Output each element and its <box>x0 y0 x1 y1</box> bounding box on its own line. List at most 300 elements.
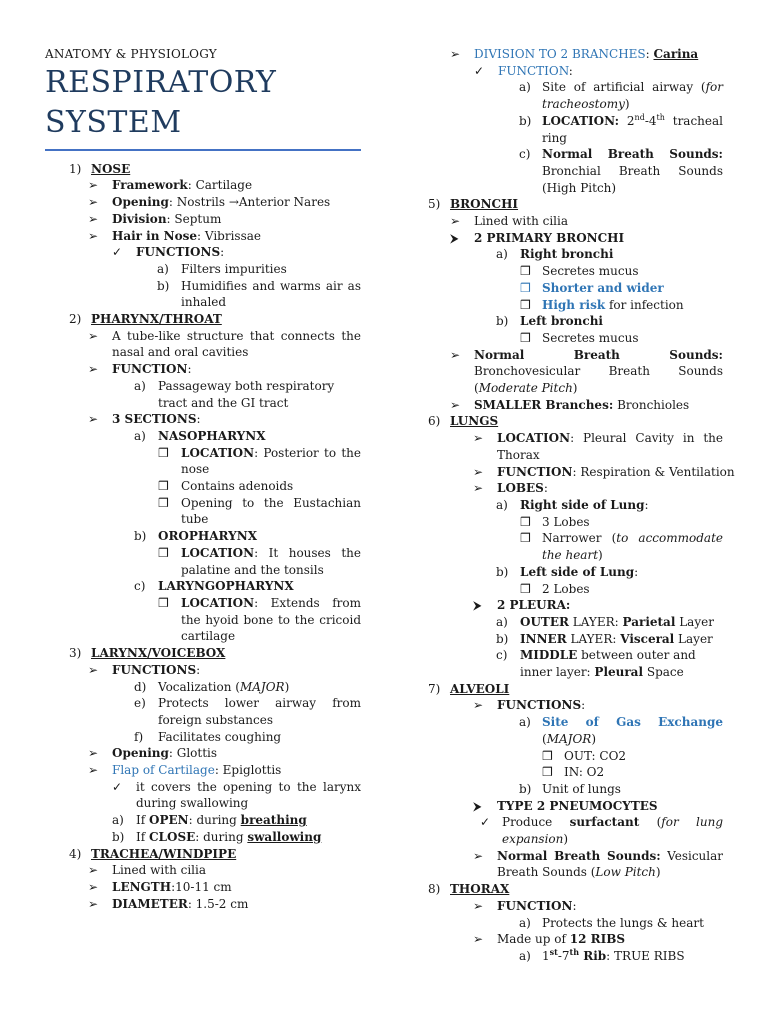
outline-item <box>425 146 723 196</box>
item-text: Rib <box>579 948 607 963</box>
item-text: ) <box>655 865 661 880</box>
outline-item <box>425 514 723 531</box>
outline-item <box>425 196 723 213</box>
outline-item <box>425 614 723 631</box>
item-text: : <box>196 662 201 677</box>
item-text: TYPE 2 PNEUMOCYTES <box>497 798 658 813</box>
item-text: OPEN <box>149 813 189 828</box>
item-text: 3 Lobes <box>542 514 590 529</box>
item-text: Passageway both respiratory tract and the GI tract <box>158 378 335 410</box>
outline-item <box>425 915 723 932</box>
item-text: A tube-like structure that connects the nasal and oral cavities <box>112 328 361 360</box>
bullet-marker: ➢ <box>450 347 461 362</box>
bullet-marker: b) <box>112 829 125 844</box>
item-text: : TRUE RIBS <box>606 948 685 963</box>
item-text: Opening to the Eustachian tube <box>181 495 361 527</box>
bullet-marker: a) <box>496 614 508 629</box>
bullet-marker: ❒ <box>520 330 531 345</box>
title-divider <box>45 149 361 151</box>
item-text: Framework <box>112 178 188 193</box>
item-text: -4 <box>644 113 657 128</box>
item-text: Vesicular Breath Sounds ( <box>497 848 723 880</box>
bullet-marker: 5) <box>428 197 441 212</box>
outline-item <box>45 244 361 261</box>
bullet-marker: b) <box>519 113 532 128</box>
bullet-marker: ➢ <box>450 47 461 61</box>
outline-item <box>45 278 361 311</box>
outline-item <box>45 595 361 645</box>
item-text: MAJOR <box>546 731 592 746</box>
item-text: ) <box>284 679 290 694</box>
item-text: If <box>136 813 149 828</box>
bullet-marker: ❒ <box>520 280 531 295</box>
outline-item <box>425 213 723 230</box>
outline-item <box>45 177 361 194</box>
bullet-marker: ➢ <box>88 195 99 210</box>
item-text: : <box>543 481 548 496</box>
item-text: ( <box>542 731 547 746</box>
item-text: Lined with cilia <box>474 214 568 229</box>
item-text: FUNCTIONS <box>136 245 221 260</box>
right-column <box>425 0 735 965</box>
item-text: INNER <box>520 631 567 646</box>
item-text: 3 SECTIONS <box>112 412 197 427</box>
item-text: SMALLER Branches: <box>474 397 614 412</box>
outline-item <box>45 695 361 728</box>
item-text: LUNGS <box>450 414 499 429</box>
document-title <box>45 63 361 143</box>
bullet-marker: ➢ <box>88 863 99 878</box>
outline-item <box>425 764 723 781</box>
item-text: Bronchioles <box>613 397 690 412</box>
bullet-marker: ❒ <box>520 514 531 529</box>
item-text: th <box>569 946 580 957</box>
item-text: Carina <box>653 47 699 61</box>
item-text: 12 RIBS <box>569 932 626 947</box>
item-text: Layer <box>675 614 714 629</box>
outline-item <box>45 729 361 746</box>
bullet-marker: ➢ <box>88 896 99 911</box>
item-text: LOCATION: <box>542 113 620 128</box>
item-text: 1 <box>542 948 550 963</box>
item-text: :10-11 cm <box>171 879 232 894</box>
outline-item <box>425 697 723 714</box>
bullet-marker: b) <box>496 564 509 579</box>
bullet-marker: a) <box>519 915 531 930</box>
bullet-marker: ➢ <box>473 698 484 713</box>
item-text: : <box>220 245 225 260</box>
outline-item <box>425 597 723 614</box>
outline-item <box>425 798 723 815</box>
item-text: Filters impurities <box>181 261 287 276</box>
item-text: Contains adenoids <box>181 479 294 494</box>
outline-item <box>45 311 361 328</box>
item-text: NASOPHARYNX <box>158 428 266 443</box>
item-text: : Glottis <box>168 746 218 761</box>
bullet-marker: 8) <box>428 882 441 897</box>
bullet-marker: ❒ <box>520 531 531 546</box>
item-text: : <box>644 497 649 512</box>
outline-item <box>425 413 723 430</box>
item-text: Protects lower airway from foreign substances <box>158 696 361 727</box>
item-text: Bronchial Breath Sounds (High Pitch) <box>542 163 723 195</box>
bullet-marker: ➢ <box>473 848 484 863</box>
item-text: IN: O2 <box>564 765 605 780</box>
item-text: Space <box>643 665 684 680</box>
item-text: High risk <box>542 297 606 312</box>
item-text: Protects the lungs & heart <box>542 915 704 930</box>
bullet-marker: ➢ <box>88 328 99 343</box>
bullet-marker: 7) <box>428 681 441 696</box>
bullet-marker: a) <box>134 428 146 443</box>
bullet-marker: a) <box>519 715 531 730</box>
item-text: DIVISION TO 2 BRANCHES <box>474 47 646 61</box>
item-text: 2 PLEURA: <box>497 598 571 613</box>
item-text: for lung expansion <box>502 815 723 847</box>
outline-item <box>45 261 361 278</box>
item-text: Facilitates coughing <box>158 729 282 744</box>
item-text: 2 Lobes <box>542 581 590 596</box>
outline-item <box>45 495 361 528</box>
bullet-marker: e) <box>134 696 146 711</box>
outline-item <box>45 478 361 495</box>
item-text: for infection <box>605 297 684 312</box>
outline-item <box>425 881 723 898</box>
item-text: : <box>645 47 654 61</box>
outline-item <box>425 280 723 297</box>
item-text: LOBES <box>497 481 544 496</box>
item-text: Layer <box>674 631 713 646</box>
bullet-marker: 2) <box>69 312 82 327</box>
bullet-marker: a) <box>496 497 508 512</box>
outline-item <box>45 578 361 595</box>
bullet-marker: b) <box>519 781 532 796</box>
outline-item <box>425 948 723 965</box>
item-text: : Septum <box>166 211 222 226</box>
item-text: for tracheostomy <box>542 80 723 112</box>
item-text: LAYER: <box>566 631 621 646</box>
bullet-marker: b) <box>134 529 147 544</box>
bullet-marker: f) <box>134 729 144 744</box>
item-text: FUNCTION <box>112 362 188 377</box>
item-text: Bronchovesicular Breath Sounds ( <box>474 364 723 396</box>
item-text: Left side of Lung <box>520 564 635 579</box>
bullet-marker: ➢ <box>88 879 99 894</box>
item-text: FUNCTIONS <box>497 698 582 713</box>
item-text: tracheal ring <box>542 113 723 145</box>
left-outline-list <box>45 161 361 913</box>
outline-item <box>425 931 723 948</box>
item-text: LOCATION <box>181 595 255 610</box>
item-text: : <box>568 63 573 78</box>
item-text: nd <box>634 112 645 122</box>
outline-item <box>425 46 723 63</box>
item-text: breathing <box>240 813 307 828</box>
item-text: Left bronchi <box>520 314 603 329</box>
bullet-marker: c) <box>496 648 508 663</box>
item-text: it covers the opening to the larynx during swallowing <box>136 779 361 811</box>
bullet-marker: ➢ <box>473 431 484 446</box>
item-text: LENGTH <box>112 879 172 894</box>
item-text: LOCATION <box>497 431 571 446</box>
outline-item <box>425 113 723 146</box>
item-text: TRACHEA/WINDPIPE <box>91 846 237 861</box>
item-text: swallowing <box>247 829 322 844</box>
item-text: Flap of Cartilage <box>112 763 215 778</box>
bullet-marker: a) <box>519 80 531 95</box>
item-text: Division <box>112 211 167 226</box>
outline-item <box>45 829 361 846</box>
bullet-marker: 3) <box>69 646 82 661</box>
item-text: Normal Breath Sounds: <box>497 848 661 863</box>
item-text: ) <box>598 548 603 563</box>
outline-item <box>425 714 723 747</box>
item-text: Normal Breath Sounds: <box>474 347 723 362</box>
item-text: ) <box>572 381 578 396</box>
item-text: Moderate Pitch <box>478 381 573 396</box>
title-line-2: SYSTEM <box>45 104 182 140</box>
outline-item <box>45 879 361 896</box>
outline-item <box>425 530 723 563</box>
outline-item <box>425 63 723 80</box>
item-text: Lined with cilia <box>112 863 206 878</box>
outline-item <box>45 194 361 211</box>
bullet-marker: ➢ <box>88 211 99 226</box>
item-text: OUT: CO2 <box>564 748 627 763</box>
bullet-marker: ❒ <box>520 581 531 596</box>
item-text: NOSE <box>91 161 131 176</box>
item-text: Visceral <box>620 631 675 646</box>
item-text: THORAX <box>450 882 510 897</box>
outline-item <box>45 779 361 812</box>
bullet-marker: 6) <box>428 414 441 429</box>
item-text: Pleural <box>594 665 644 680</box>
item-text: : Respiration & Ventilation <box>572 464 735 479</box>
item-text: ( <box>639 815 662 830</box>
item-text: Opening <box>112 746 169 761</box>
item-text: : Pleural Cavity in the Thorax <box>497 431 723 462</box>
outline-item <box>425 781 723 798</box>
item-text: LAYER: <box>568 614 623 629</box>
item-text: PHARYNX/THROAT <box>91 312 222 327</box>
bullet-marker: ➢ <box>88 178 99 193</box>
item-text: st <box>549 946 558 957</box>
item-text: LARYNX/VOICEBOX <box>91 646 226 661</box>
item-text: Secretes mucus <box>542 264 639 279</box>
right-outline-list <box>425 46 735 965</box>
outline-item <box>45 328 361 361</box>
outline-item <box>45 862 361 879</box>
outline-item <box>45 228 361 245</box>
item-text: Hair in Nose <box>112 228 197 243</box>
bullet-marker: ✓ <box>480 815 491 830</box>
outline-item <box>45 361 361 378</box>
outline-item <box>425 848 723 881</box>
bullet-marker: ❒ <box>158 545 169 560</box>
bullet-marker: ✓ <box>112 245 123 260</box>
item-text: to accommodate the heart <box>542 531 723 563</box>
item-text: th <box>656 112 665 122</box>
item-text: Normal Breath Sounds: <box>542 147 723 162</box>
item-text: ALVEOLI <box>450 681 510 696</box>
bullet-marker: ➢ <box>473 932 484 947</box>
outline-item <box>45 896 361 913</box>
item-text: Opening <box>112 195 169 210</box>
outline-item <box>45 812 361 829</box>
item-text: FUNCTIONS <box>112 662 197 677</box>
item-text: Made up of <box>497 932 570 947</box>
bullet-marker: a) <box>134 378 146 393</box>
item-text: ) <box>563 832 569 847</box>
outline-item <box>425 347 723 397</box>
item-text: : during <box>195 829 248 844</box>
outline-item <box>425 748 723 765</box>
bullet-marker: ➢ <box>450 214 461 229</box>
bullet-marker: ✓ <box>112 779 123 794</box>
bullet-marker: ➢ <box>473 464 484 479</box>
bullet-marker: ⮞ <box>473 598 482 613</box>
item-text: Vocalization ( <box>158 679 240 694</box>
item-text: : Nostrils →Anterior Nares <box>168 195 331 210</box>
item-text: 2 <box>619 113 635 128</box>
item-text: MIDDLE <box>520 648 578 663</box>
item-text: LARYNGOPHARYNX <box>158 579 294 594</box>
item-text: FUNCTION <box>498 63 569 78</box>
bullet-marker: ➢ <box>88 228 99 243</box>
outline-item <box>45 445 361 478</box>
outline-item <box>425 263 723 280</box>
item-text: Right side of Lung <box>520 497 645 512</box>
item-text: ) <box>624 97 630 112</box>
bullet-marker: ❒ <box>542 765 553 780</box>
bullet-marker: ❒ <box>520 297 531 312</box>
item-text: surfactant <box>569 815 640 830</box>
item-text: Secretes mucus <box>542 330 639 345</box>
item-text: DIAMETER <box>112 896 188 911</box>
bullet-marker: 1) <box>69 161 82 176</box>
outline-item <box>45 679 361 696</box>
item-text: : 1.5-2 cm <box>187 896 249 911</box>
outline-item <box>425 497 723 514</box>
bullet-marker: ❒ <box>158 595 169 610</box>
outline-item <box>425 230 723 247</box>
bullet-marker: ❒ <box>158 445 169 460</box>
bullet-marker: b) <box>496 314 509 329</box>
outline-item <box>45 428 361 445</box>
outline-item <box>425 79 723 112</box>
item-text: OROPHARYNX <box>158 529 257 544</box>
item-text: Unit of lungs <box>542 781 621 796</box>
bullet-marker: c) <box>519 147 531 162</box>
item-text: : during <box>188 813 241 828</box>
item-text: Site of Gas Exchange <box>542 715 723 730</box>
outline-item <box>425 581 723 598</box>
item-text: : Posterior to the nose <box>181 445 361 477</box>
bullet-marker: a) <box>519 948 531 963</box>
item-text: Site of artificial airway ( <box>542 80 706 95</box>
bullet-marker: ➢ <box>88 662 99 677</box>
outline-item <box>45 528 361 545</box>
outline-item <box>45 846 361 863</box>
bullet-marker: d) <box>134 679 147 694</box>
outline-item <box>425 464 735 481</box>
bullet-marker: ❒ <box>158 495 169 510</box>
bullet-marker: ➢ <box>88 362 99 377</box>
item-text: Low Pitch <box>595 865 656 880</box>
item-text: 2 PRIMARY BRONCHI <box>474 230 625 245</box>
item-text: : Vibrissae <box>197 228 261 243</box>
item-text: Produce <box>502 815 570 830</box>
bullet-marker: c) <box>134 579 146 594</box>
bullet-marker: ⮞ <box>473 798 482 813</box>
item-text: MAJOR <box>239 679 285 694</box>
bullet-marker: ➢ <box>88 763 99 778</box>
outline-item <box>45 211 361 228</box>
outline-item <box>45 545 361 578</box>
bullet-marker: b) <box>496 631 509 646</box>
bullet-marker: ➢ <box>450 397 461 412</box>
item-text: : <box>581 698 586 713</box>
item-text: OUTER <box>520 614 569 629</box>
left-column <box>45 0 361 912</box>
outline-item <box>425 814 723 847</box>
outline-item <box>425 430 723 463</box>
bullet-marker: ❒ <box>158 479 169 494</box>
document-subtitle: ANATOMY & PHYSIOLOGY <box>45 47 217 61</box>
item-text: BRONCHI <box>450 197 519 212</box>
outline-item <box>45 378 361 411</box>
item-text: FUNCTION <box>497 464 573 479</box>
item-text: Right bronchi <box>520 247 614 262</box>
item-text: : Extends from the hyoid bone to the cricoid cartilage <box>181 595 361 644</box>
item-text: Humidifies and warms air as inhaled <box>181 278 361 310</box>
outline-item <box>45 645 361 662</box>
outline-item <box>425 898 723 915</box>
bullet-marker: b) <box>157 278 170 293</box>
item-text: Shorter and wider <box>542 280 664 295</box>
bullet-marker: ❒ <box>520 264 531 279</box>
outline-item <box>425 297 723 314</box>
item-text: Parietal <box>622 614 676 629</box>
bullet-marker: ➢ <box>473 481 484 496</box>
outline-item <box>425 246 723 263</box>
outline-item <box>45 745 361 762</box>
item-text: : <box>634 564 639 579</box>
item-text: LOCATION <box>181 445 255 460</box>
outline-item <box>45 161 361 178</box>
item-text: : It houses the palatine and the tonsils <box>181 545 361 577</box>
outline-item <box>425 480 723 497</box>
outline-item <box>425 647 723 680</box>
outline-item <box>45 411 361 428</box>
item-text: : Cartilage <box>187 178 253 193</box>
title-line-1: RESPIRATORY <box>45 64 277 100</box>
outline-item <box>45 662 361 679</box>
bullet-marker: ❒ <box>542 748 553 763</box>
bullet-marker: 4) <box>69 846 82 861</box>
bullet-marker: ✓ <box>474 63 485 78</box>
item-text: between outer and inner layer: <box>520 648 696 680</box>
bullet-marker: ➢ <box>88 746 99 761</box>
outline-item <box>425 564 723 581</box>
item-text: FUNCTION <box>497 898 573 913</box>
bullet-marker: ➢ <box>473 898 484 913</box>
item-text: : <box>572 898 577 913</box>
item-text: : <box>196 412 201 427</box>
bullet-marker: ➢ <box>88 412 99 427</box>
outline-item <box>425 681 723 698</box>
outline-item <box>425 397 723 414</box>
